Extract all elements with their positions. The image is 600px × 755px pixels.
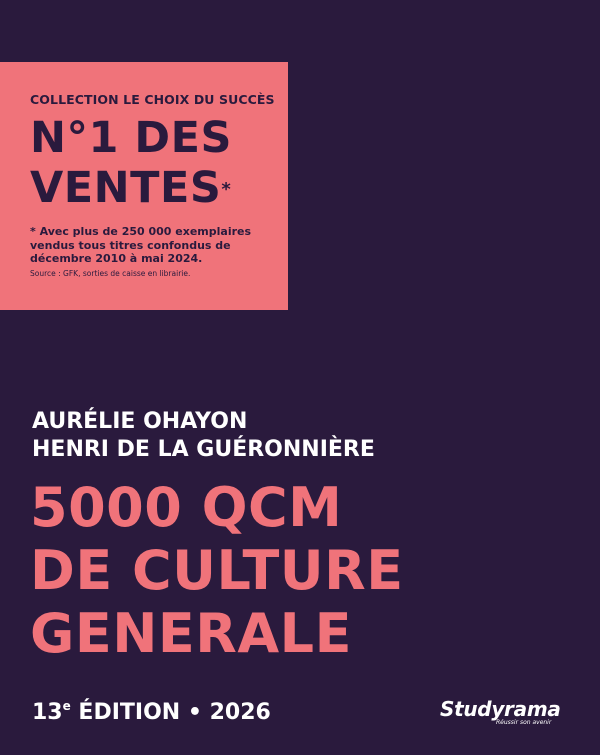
headline-line-2 xyxy=(30,163,288,213)
title-line-1: 5000 QCM xyxy=(30,476,343,539)
title-line-3: GENERALE xyxy=(30,602,352,665)
headline-asterisk: * xyxy=(221,179,232,200)
publisher-logo xyxy=(440,698,570,732)
author-2: HENRI DE LA GUÉRONNIÈRE xyxy=(32,437,375,462)
collection-label: COLLECTION LE CHOIX DU SUCCÈS xyxy=(30,92,275,107)
publisher-tagline: Réussir son avenir xyxy=(496,719,552,726)
headline-line-1: N°1 DES xyxy=(30,113,232,163)
edition-text: ÉDITION • 2026 xyxy=(70,700,271,725)
authors xyxy=(32,408,375,464)
edition-suffix: e xyxy=(62,699,71,713)
edition-number: 13 xyxy=(32,700,63,725)
title-line-2: DE CULTURE xyxy=(30,539,404,602)
author-1: AURÉLIE OHAYON xyxy=(32,409,248,434)
bestseller-badge xyxy=(0,62,288,310)
bestseller-headline xyxy=(30,113,288,213)
publisher-name: Studyrama xyxy=(440,697,561,721)
book-title xyxy=(30,476,404,665)
headline-line-2-text: VENTES xyxy=(30,163,222,213)
sales-footnote: * Avec plus de 250 000 exemplaires vendus tous titres confondus de décembre 2010 à mai 2024. xyxy=(30,225,252,265)
edition-label xyxy=(32,700,271,725)
source-note: Source : GFK, sorties de caisse en librairie. xyxy=(30,268,191,278)
